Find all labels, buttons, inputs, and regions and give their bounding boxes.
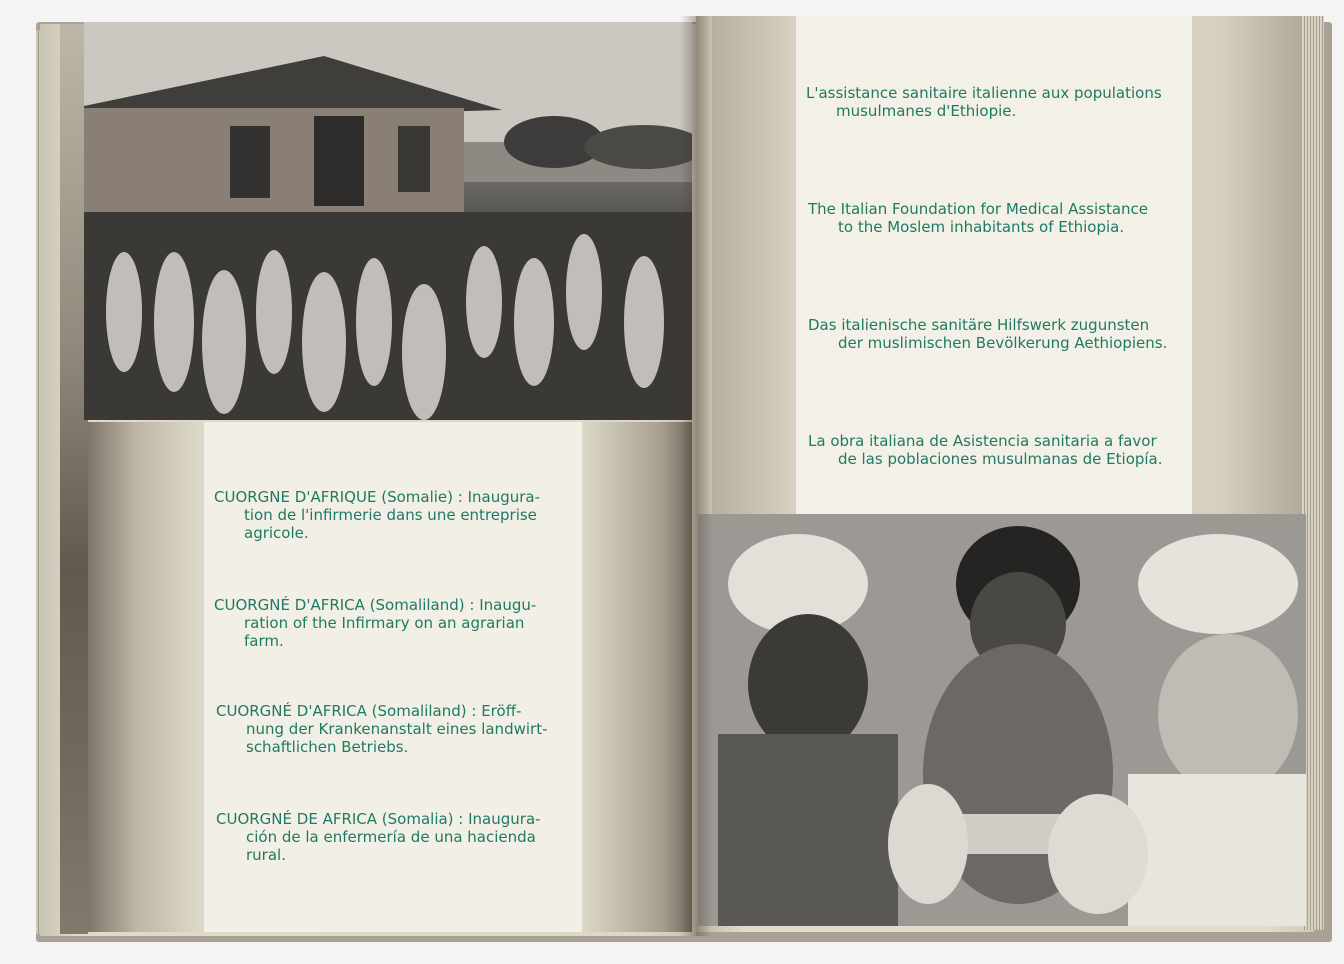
book-gutter: [680, 16, 712, 936]
child-medical-exam-photo: [698, 514, 1306, 926]
caption-german-right: [808, 316, 1180, 352]
caption-line: schaftlichen Betriebs.: [246, 738, 409, 756]
caption-line: CUORGNÉ D'AFRICA (Somaliland) : Eröff-: [216, 702, 522, 720]
caption-line: La obra italiana de Asistencia sanitaria a favor: [808, 432, 1157, 450]
caption-spanish-right: [808, 432, 1180, 468]
caption-line: de las poblaciones musulmanas de Etiopía.: [838, 450, 1163, 468]
caption-line: farm.: [244, 632, 284, 650]
caption-line: tion de l'infirmerie dans une entreprise: [244, 506, 537, 524]
child-photo-art: [698, 514, 1306, 926]
caption-english-left: [214, 596, 570, 650]
caption-line: CUORGNÉ DE AFRICA (Somalia) : Inaugura-: [216, 810, 541, 828]
caption-line: Das italienische sanitäre Hilfswerk zugunsten: [808, 316, 1150, 334]
caption-line: ration of the Infirmary on an agrarian: [244, 614, 525, 632]
caption-german-left: [216, 702, 572, 756]
crowd-outside-infirmary-photo: [84, 22, 692, 420]
caption-line: CUORGNÉ D'AFRICA (Somaliland) : Inaugu-: [214, 596, 537, 614]
caption-line: musulmanes d'Ethiopie.: [836, 102, 1017, 120]
crowd-photo-art: [84, 22, 692, 420]
caption-line: agricole.: [244, 524, 309, 542]
caption-french-right: [806, 84, 1180, 120]
caption-spanish-left: [216, 810, 572, 864]
caption-line: CUORGNE D'AFRIQUE (Somalie) : Inaugura-: [214, 488, 541, 506]
caption-line: rural.: [246, 846, 286, 864]
caption-line: der muslimischen Bevölkerung Aethiopiens.: [838, 334, 1168, 352]
caption-line: ción de la enfermería de una hacienda: [246, 828, 536, 846]
caption-line: The Italian Foundation for Medical Assistance: [808, 200, 1149, 218]
caption-english-right: [808, 200, 1180, 236]
caption-line: L'assistance sanitaire italienne aux populations: [806, 84, 1162, 102]
caption-french-left: [214, 488, 570, 542]
caption-line: nung der Krankenanstalt eines landwirt-: [246, 720, 548, 738]
caption-line: to the Moslem inhabitants of Ethiopia.: [838, 218, 1125, 236]
